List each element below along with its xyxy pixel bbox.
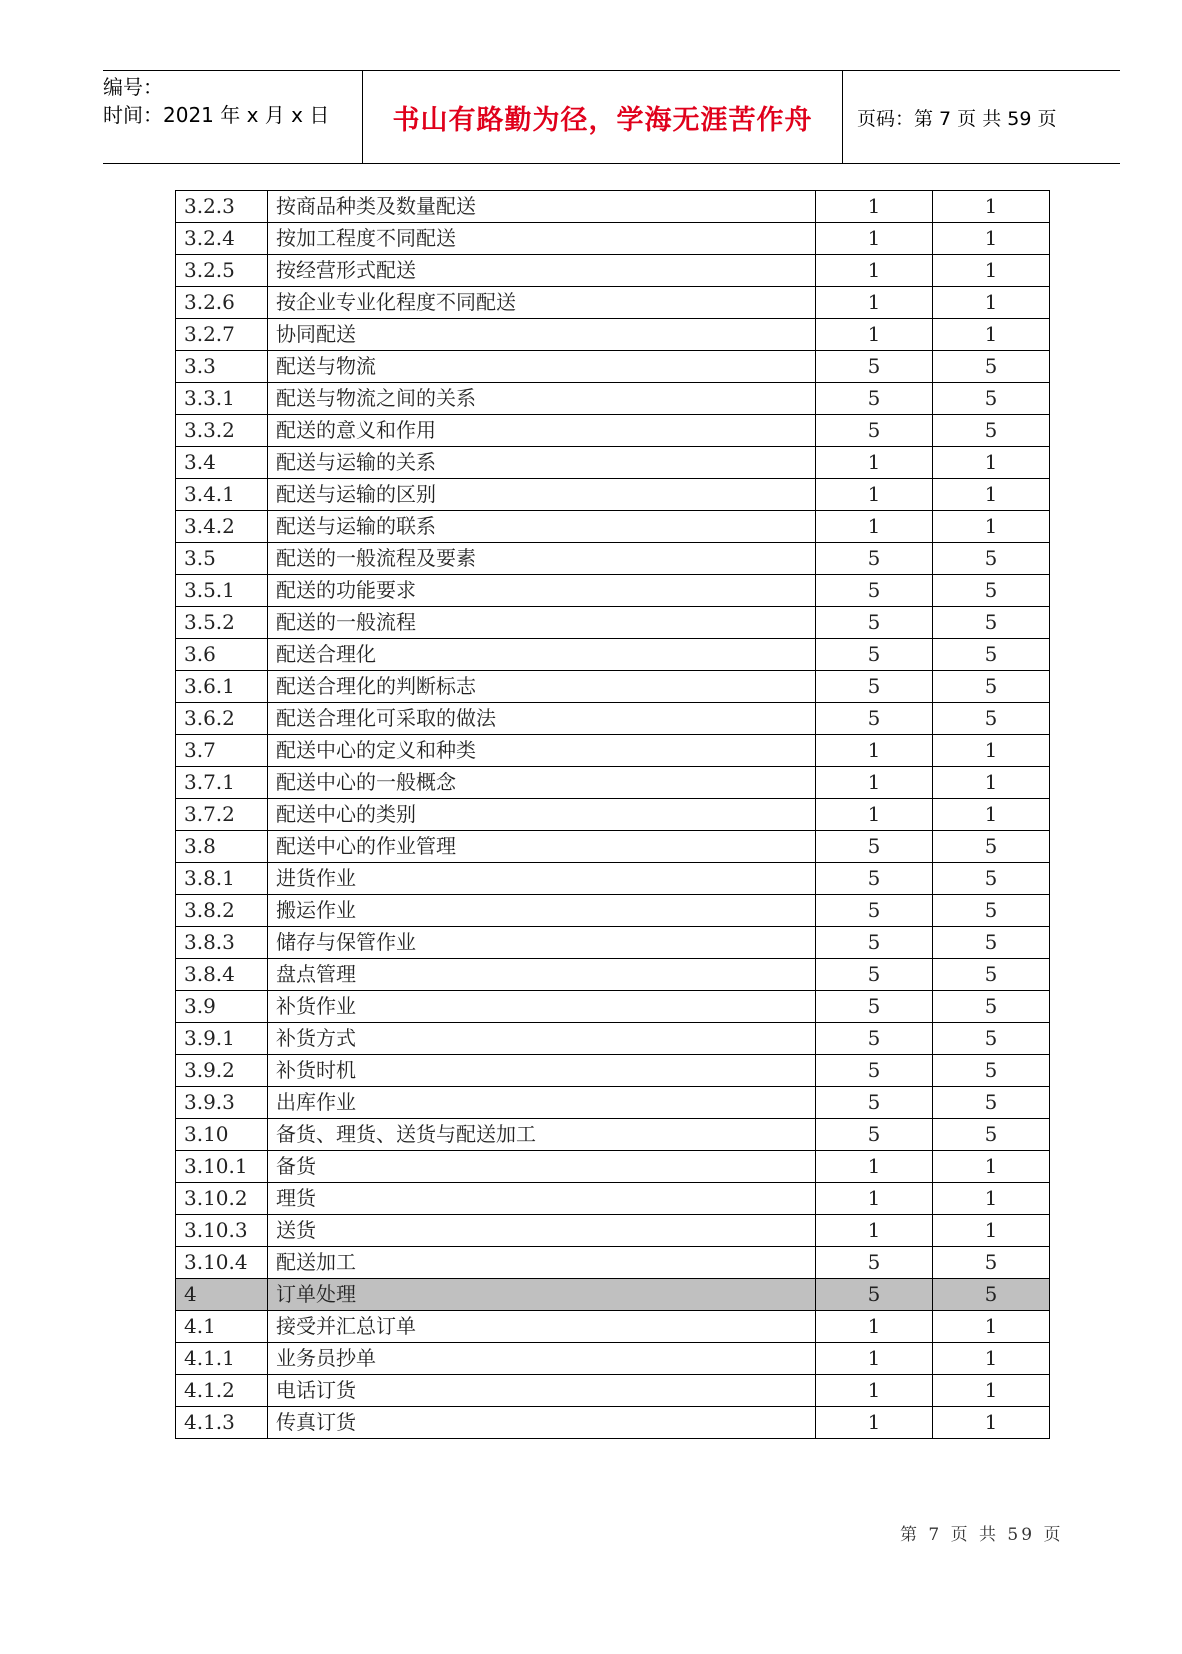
- section-title-cell: 进货作业: [268, 863, 816, 895]
- value-a-cell: 1: [816, 1407, 933, 1439]
- value-a-cell: 5: [816, 863, 933, 895]
- value-b-cell: 1: [933, 511, 1050, 543]
- section-code-cell: 4.1.1: [176, 1343, 268, 1375]
- value-a-cell: 5: [816, 831, 933, 863]
- section-title-cell: 理货: [268, 1183, 816, 1215]
- value-a-cell: 1: [816, 735, 933, 767]
- section-title-cell: 配送合理化的判断标志: [268, 671, 816, 703]
- value-b-cell: 5: [933, 863, 1050, 895]
- value-b-cell: 1: [933, 1343, 1050, 1375]
- section-code-cell: 4.1.2: [176, 1375, 268, 1407]
- value-b-cell: 5: [933, 415, 1050, 447]
- syllabus-table-body: [176, 191, 1050, 1439]
- section-title-cell: 送货: [268, 1215, 816, 1247]
- table-row: [176, 1023, 1050, 1055]
- section-code-cell: 3.8.2: [176, 895, 268, 927]
- value-b-cell: 5: [933, 1279, 1050, 1311]
- value-a-cell: 1: [816, 799, 933, 831]
- syllabus-table: [175, 190, 1050, 1439]
- section-title-cell: 配送与运输的区别: [268, 479, 816, 511]
- value-b-cell: 5: [933, 959, 1050, 991]
- value-b-cell: 5: [933, 991, 1050, 1023]
- value-b-cell: 1: [933, 735, 1050, 767]
- value-a-cell: 1: [816, 479, 933, 511]
- section-title-cell: 补货作业: [268, 991, 816, 1023]
- value-b-cell: 5: [933, 831, 1050, 863]
- header-motto-cell: [363, 71, 843, 163]
- value-a-cell: 5: [816, 351, 933, 383]
- value-b-cell: 1: [933, 1375, 1050, 1407]
- header-motto: 书山有路勤为径，学海无涯苦作舟: [392, 104, 813, 136]
- section-code-cell: 3.8.1: [176, 863, 268, 895]
- value-b-cell: 1: [933, 799, 1050, 831]
- table-row: [176, 895, 1050, 927]
- table-row: [176, 735, 1050, 767]
- section-code-cell: 4.1: [176, 1311, 268, 1343]
- value-b-cell: 1: [933, 1407, 1050, 1439]
- section-title-cell: 备货: [268, 1151, 816, 1183]
- section-code-cell: 3.10.4: [176, 1247, 268, 1279]
- value-b-cell: 1: [933, 1183, 1050, 1215]
- section-code-cell: 3.2.5: [176, 255, 268, 287]
- table-row: [176, 575, 1050, 607]
- value-a-cell: 5: [816, 383, 933, 415]
- section-title-cell: 补货方式: [268, 1023, 816, 1055]
- section-code-cell: 3.8: [176, 831, 268, 863]
- value-b-cell: 1: [933, 287, 1050, 319]
- value-a-cell: 1: [816, 511, 933, 543]
- value-b-cell: 1: [933, 1215, 1050, 1247]
- section-code-cell: 3.2.7: [176, 319, 268, 351]
- value-a-cell: 5: [816, 959, 933, 991]
- value-a-cell: 5: [816, 703, 933, 735]
- section-code-cell: 3.8.4: [176, 959, 268, 991]
- value-b-cell: 1: [933, 255, 1050, 287]
- value-a-cell: 5: [816, 1055, 933, 1087]
- value-a-cell: 1: [816, 1183, 933, 1215]
- value-b-cell: 5: [933, 351, 1050, 383]
- table-row: [176, 831, 1050, 863]
- value-a-cell: 5: [816, 991, 933, 1023]
- table-row: [176, 351, 1050, 383]
- value-a-cell: 5: [816, 927, 933, 959]
- value-a-cell: 1: [816, 1375, 933, 1407]
- table-row: [176, 479, 1050, 511]
- value-a-cell: 1: [816, 223, 933, 255]
- value-b-cell: 5: [933, 927, 1050, 959]
- value-b-cell: 5: [933, 1119, 1050, 1151]
- value-b-cell: 1: [933, 767, 1050, 799]
- section-code-cell: 3.10.2: [176, 1183, 268, 1215]
- table-row: [176, 639, 1050, 671]
- table-row: [176, 607, 1050, 639]
- value-a-cell: 1: [816, 767, 933, 799]
- value-a-cell: 1: [816, 1343, 933, 1375]
- section-title-cell: 电话订货: [268, 1375, 816, 1407]
- section-code-cell: 3.4: [176, 447, 268, 479]
- document-date-label: 时间：2021 年 x 月 x 日: [103, 103, 330, 127]
- document-number-label: 编号：: [103, 75, 163, 99]
- section-code-cell: 3.7.2: [176, 799, 268, 831]
- table-row: [176, 1087, 1050, 1119]
- table-row: [176, 1215, 1050, 1247]
- section-title-cell: 配送合理化可采取的做法: [268, 703, 816, 735]
- value-a-cell: 5: [816, 415, 933, 447]
- section-title-cell: 配送与运输的联系: [268, 511, 816, 543]
- table-row: [176, 863, 1050, 895]
- section-code-cell: 3.3.2: [176, 415, 268, 447]
- table-row: [176, 1119, 1050, 1151]
- section-code-cell: 3.4.1: [176, 479, 268, 511]
- value-b-cell: 1: [933, 191, 1050, 223]
- value-b-cell: 5: [933, 895, 1050, 927]
- header-left-cell: [103, 71, 363, 163]
- section-code-cell: 3.9.1: [176, 1023, 268, 1055]
- value-a-cell: 1: [816, 191, 933, 223]
- section-code-cell: 3.10.1: [176, 1151, 268, 1183]
- section-code-cell: 3.6: [176, 639, 268, 671]
- section-title-cell: 按商品种类及数量配送: [268, 191, 816, 223]
- value-a-cell: 5: [816, 639, 933, 671]
- section-title-cell: 业务员抄单: [268, 1343, 816, 1375]
- table-row: [176, 959, 1050, 991]
- section-code-cell: 3.10: [176, 1119, 268, 1151]
- table-row: [176, 1151, 1050, 1183]
- value-a-cell: 5: [816, 1279, 933, 1311]
- value-a-cell: 5: [816, 1087, 933, 1119]
- section-title-cell: 接受并汇总订单: [268, 1311, 816, 1343]
- section-code-cell: 3.5.2: [176, 607, 268, 639]
- section-title-cell: 按加工程度不同配送: [268, 223, 816, 255]
- value-b-cell: 1: [933, 319, 1050, 351]
- value-b-cell: 5: [933, 607, 1050, 639]
- table-row: [176, 767, 1050, 799]
- section-title-cell: 配送中心的定义和种类: [268, 735, 816, 767]
- section-code-cell: 3.3.1: [176, 383, 268, 415]
- section-code-cell: 3.9: [176, 991, 268, 1023]
- section-title-cell: 配送的一般流程及要素: [268, 543, 816, 575]
- value-b-cell: 1: [933, 447, 1050, 479]
- section-code-cell: 3.2.4: [176, 223, 268, 255]
- section-title-cell: 配送中心的作业管理: [268, 831, 816, 863]
- section-code-cell: 3.3: [176, 351, 268, 383]
- table-row: [176, 927, 1050, 959]
- section-title-cell: 配送合理化: [268, 639, 816, 671]
- section-code-cell: 3.2.3: [176, 191, 268, 223]
- page-header: [103, 70, 1120, 164]
- value-a-cell: 1: [816, 447, 933, 479]
- table-row: [176, 191, 1050, 223]
- table-row: [176, 511, 1050, 543]
- section-code-cell: 3.5.1: [176, 575, 268, 607]
- section-code-cell: 3.7: [176, 735, 268, 767]
- section-title-cell: 按经营形式配送: [268, 255, 816, 287]
- section-title-cell: 配送与物流之间的关系: [268, 383, 816, 415]
- table-row: [176, 799, 1050, 831]
- value-a-cell: 5: [816, 1023, 933, 1055]
- table-row: [176, 383, 1050, 415]
- value-b-cell: 5: [933, 383, 1050, 415]
- value-b-cell: 5: [933, 671, 1050, 703]
- section-title-cell: 盘点管理: [268, 959, 816, 991]
- value-b-cell: 5: [933, 1055, 1050, 1087]
- value-a-cell: 5: [816, 575, 933, 607]
- section-code-cell: 3.6.1: [176, 671, 268, 703]
- table-row: [176, 1055, 1050, 1087]
- section-code-cell: 3.2.6: [176, 287, 268, 319]
- table-row: [176, 671, 1050, 703]
- table-row: [176, 255, 1050, 287]
- value-b-cell: 5: [933, 703, 1050, 735]
- page-footer: 第 7 页 共 59 页: [900, 1525, 1064, 1545]
- value-a-cell: 5: [816, 607, 933, 639]
- value-a-cell: 5: [816, 895, 933, 927]
- table-row: [176, 447, 1050, 479]
- table-row: [176, 1247, 1050, 1279]
- value-a-cell: 1: [816, 255, 933, 287]
- value-a-cell: 1: [816, 287, 933, 319]
- section-code-cell: 3.5: [176, 543, 268, 575]
- section-title-cell: 订单处理: [268, 1279, 816, 1311]
- value-b-cell: 1: [933, 223, 1050, 255]
- table-row: [176, 223, 1050, 255]
- table-row: [176, 1183, 1050, 1215]
- value-a-cell: 1: [816, 1311, 933, 1343]
- table-row: [176, 1407, 1050, 1439]
- value-b-cell: 5: [933, 575, 1050, 607]
- section-title-cell: 配送中心的类别: [268, 799, 816, 831]
- table-row: [176, 1375, 1050, 1407]
- section-title-cell: 配送与运输的关系: [268, 447, 816, 479]
- section-title-cell: 配送加工: [268, 1247, 816, 1279]
- table-row: [176, 991, 1050, 1023]
- section-title-cell: 出库作业: [268, 1087, 816, 1119]
- table-row: [176, 319, 1050, 351]
- section-title-cell: 补货时机: [268, 1055, 816, 1087]
- section-title-cell: 协同配送: [268, 319, 816, 351]
- section-code-cell: 4.1.3: [176, 1407, 268, 1439]
- value-b-cell: 5: [933, 1247, 1050, 1279]
- section-code-cell: 3.8.3: [176, 927, 268, 959]
- header-page-cell: [843, 71, 1120, 163]
- section-title-cell: 配送的功能要求: [268, 575, 816, 607]
- value-a-cell: 1: [816, 319, 933, 351]
- value-a-cell: 5: [816, 543, 933, 575]
- value-a-cell: 5: [816, 1119, 933, 1151]
- table-row: [176, 1311, 1050, 1343]
- section-code-cell: 3.10.3: [176, 1215, 268, 1247]
- value-a-cell: 1: [816, 1215, 933, 1247]
- section-title-cell: 配送的意义和作用: [268, 415, 816, 447]
- value-b-cell: 1: [933, 479, 1050, 511]
- value-a-cell: 5: [816, 671, 933, 703]
- section-title-cell: 备货、理货、送货与配送加工: [268, 1119, 816, 1151]
- section-code-cell: 4: [176, 1279, 268, 1311]
- section-title-cell: 按企业专业化程度不同配送: [268, 287, 816, 319]
- table-row: [176, 287, 1050, 319]
- section-title-cell: 储存与保管作业: [268, 927, 816, 959]
- section-title-cell: 配送中心的一般概念: [268, 767, 816, 799]
- value-b-cell: 1: [933, 1311, 1050, 1343]
- table-row: [176, 543, 1050, 575]
- section-code-cell: 3.9.2: [176, 1055, 268, 1087]
- section-code-cell: 3.6.2: [176, 703, 268, 735]
- value-b-cell: 5: [933, 639, 1050, 671]
- value-b-cell: 5: [933, 543, 1050, 575]
- table-row: [176, 1343, 1050, 1375]
- section-title-cell: 配送的一般流程: [268, 607, 816, 639]
- table-row: [176, 415, 1050, 447]
- table-row: [176, 703, 1050, 735]
- header-page-info: 页码：第 7 页 共 59 页: [857, 107, 1057, 130]
- table-row: [176, 1279, 1050, 1311]
- value-b-cell: 5: [933, 1087, 1050, 1119]
- section-code-cell: 3.9.3: [176, 1087, 268, 1119]
- section-title-cell: 搬运作业: [268, 895, 816, 927]
- value-a-cell: 1: [816, 1151, 933, 1183]
- value-b-cell: 5: [933, 1023, 1050, 1055]
- value-b-cell: 1: [933, 1151, 1050, 1183]
- section-code-cell: 3.4.2: [176, 511, 268, 543]
- section-title-cell: 传真订货: [268, 1407, 816, 1439]
- section-title-cell: 配送与物流: [268, 351, 816, 383]
- section-code-cell: 3.7.1: [176, 767, 268, 799]
- value-a-cell: 5: [816, 1247, 933, 1279]
